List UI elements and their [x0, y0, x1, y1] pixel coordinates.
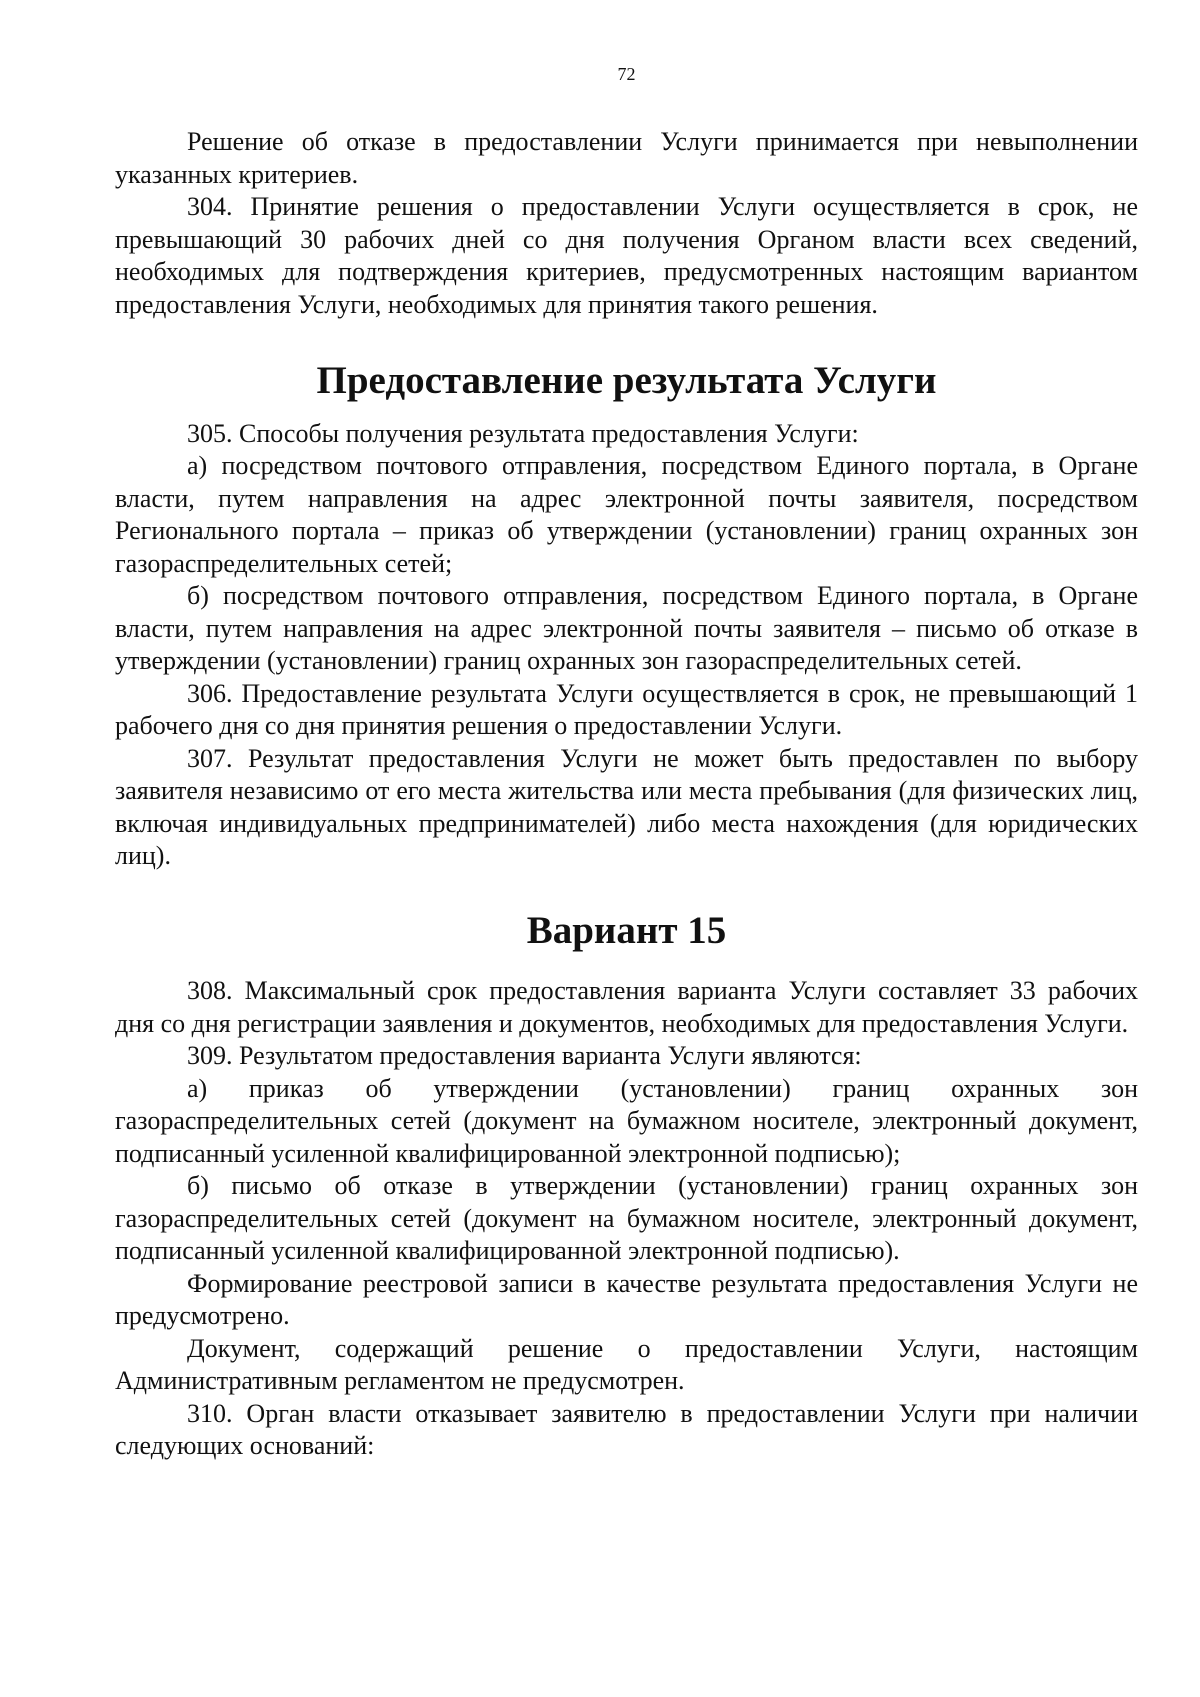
paragraph-306: 306. Предоставление результата Услуги осуществляется в срок, не превышающий 1 рабочего дня со дня принятия решения о предоставлении Услуги. — [115, 678, 1138, 740]
paragraph-309: 309. Результатом предоставления варианта Услуги являются: — [187, 1041, 862, 1070]
paragraph-305: 305. Способы получения результата предоставления Услуги: — [187, 418, 859, 448]
page-number: 72 — [617, 64, 636, 84]
paragraph-310: 310. Орган власти отказывает заявителю в предоставлении Услуги при наличии следующих оснований: — [115, 1398, 1138, 1460]
paragraph-305-b: б) посредством почтового отправления, посредством Единого портала, в Органе власти, путем направления на адрес электронной почты заявителя – письмо об отказе в утверждении (установлении) границ охранных зон газораспределительных сетей. — [115, 581, 1138, 675]
document-page — [115, 62, 1138, 1463]
paragraph-307: 307. Результат предоставления Услуги не может быть предоставлен по выбору заявителя независимо от его места жительства или места пребывания (для физических лиц, включая индивидуальных предпринимателей) либо места нахождения (для юридических лиц). — [115, 743, 1138, 870]
paragraph-309-a: а) приказ об утверждении (установлении) границ охранных зон газораспределительных сетей (документ на бумажном носителе, электронный документ, подписанный усиленной квалифицированной электронной подписью); — [115, 1073, 1138, 1168]
paragraph-304: 304. Принятие решения о предоставлении Услуги осуществляется в срок, не превышающий 30 рабочих дней со дня получения Органом власти всех сведений, необходимых для подтверждения критериев, предусмотренных настоящим вариантом предоставления Услуги, необходимых для принятия такого решения. — [115, 192, 1138, 319]
paragraph-refusal-criteria: Решение об отказе в предоставлении Услуги принимается при невыполнении указанных критериев. — [115, 127, 1138, 189]
paragraph-registry-record: Формирование реестровой записи в качестве результата предоставления Услуги не предусмотрено. — [115, 1268, 1138, 1330]
paragraph-308: 308. Максимальный срок предоставления варианта Услуги составляет 33 рабочих дня со дня регистрации заявления и документов, необходимых для предоставления Услуги. — [115, 976, 1138, 1038]
paragraph-305-a: а) посредством почтового отправления, посредством Единого портала, в Органе власти, путем направления на адрес электронной почты заявителя, посредством Регионального портала – приказ об утверждении (установлении) границ охранных зон газораспределительных сетей; — [115, 451, 1138, 578]
paragraph-309-b: б) письмо об отказе в утверждении (установлении) границ охранных зон газораспределительных сетей (документ на бумажном носителе, электронный документ, подписанный усиленной квалифицированной электронной подписью). — [115, 1171, 1138, 1265]
section-heading-result: Предоставление результата Услуги — [316, 359, 937, 402]
section-heading-variant: Вариант 15 — [526, 908, 727, 952]
paragraph-decision-document: Документ, содержащий решение о предоставлении Услуги, настоящим Административным регламентом не предусмотрен. — [115, 1333, 1138, 1395]
